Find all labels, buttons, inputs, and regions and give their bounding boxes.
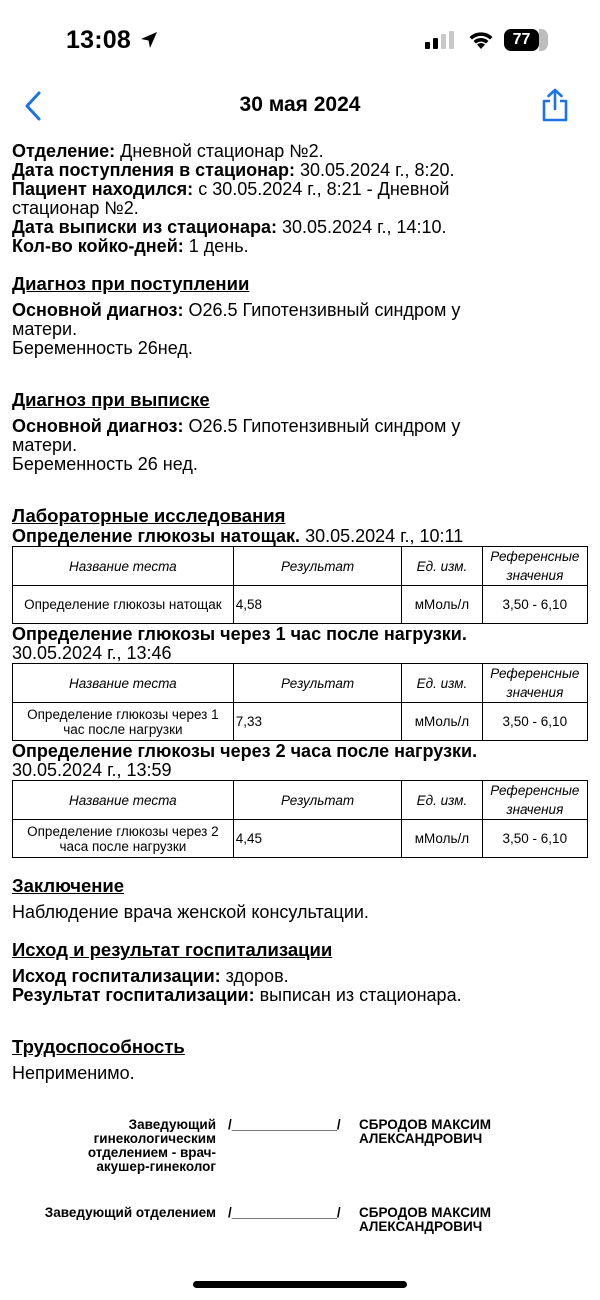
signature-2-name-line: СБРОДОВ МАКСИМ [359, 1205, 491, 1220]
cellular-signal-icon [425, 31, 457, 54]
signature-1-name-line: АЛЕКСАНДРОВИЧ [359, 1131, 483, 1146]
work-capacity-heading: Трудоспособность [12, 1036, 185, 1057]
test-reference: 3,50 - 6,10 [482, 820, 587, 858]
col-unit: Ед. изм. [402, 781, 482, 820]
col-unit: Ед. изм. [402, 664, 482, 703]
col-result: Результат [233, 547, 402, 586]
test-2-table [12, 663, 588, 741]
battery-level: 77 [512, 31, 531, 48]
home-indicator[interactable] [193, 1281, 407, 1288]
outcome-heading: Исход и результат госпитализации [12, 939, 333, 960]
outcome-label: Исход госпитализации: [12, 966, 221, 986]
discharge-label: Дата выписки из стационара: [12, 217, 277, 237]
signature-2-role: Заведующий отделением [44, 1205, 216, 1220]
test-3-title: Определение глюкозы через 2 часа после нагрузки. [12, 741, 478, 761]
table-row [13, 703, 588, 741]
admit-label: Дата поступления в стационар: [12, 160, 295, 180]
test-1-table [12, 546, 588, 624]
signature-2-line: /______________/ [228, 1205, 341, 1220]
col-test-name: Название теста [13, 664, 234, 703]
result-value: выписан из стационара. [254, 985, 462, 1005]
battery-empty-part [539, 29, 548, 51]
test-name: Определение глюкозы натощак [13, 586, 234, 624]
discharge-note: Беременность 26 нед. [12, 454, 198, 474]
bed-days-label: Кол-во койко-дней: [12, 236, 184, 256]
col-reference: Референсные значения [482, 547, 587, 586]
signature-1-role-line: гинекологическим [93, 1131, 216, 1146]
admission-main-label: Основной диагноз: [12, 300, 184, 320]
result-label: Результат госпитализации: [12, 985, 255, 1005]
test-3-datetime: 30.05.2024 г., 13:59 [12, 760, 172, 780]
test-3-table [12, 780, 588, 858]
col-result: Результат [233, 781, 402, 820]
discharge-main-value: O26.5 Гипотензивный синдром у [183, 416, 461, 436]
signature-2-name [359, 1206, 491, 1234]
test-1-datetime: 30.05.2024 г., 10:11 [300, 526, 464, 546]
col-reference: Референсные значения [482, 664, 587, 703]
discharge-main-label: Основной диагноз: [12, 416, 184, 436]
discharge-value: 30.05.2024 г., 14:10. [276, 217, 447, 237]
col-reference: Референсные значения [482, 781, 587, 820]
signature-1-role-line: Заведующий [128, 1117, 216, 1132]
test-reference: 3,50 - 6,10 [482, 703, 587, 741]
test-2-title: Определение глюкозы через 1 час после нагрузки. [12, 624, 467, 644]
test-1-title: Определение глюкозы натощак. [12, 526, 301, 546]
test-result: 4,58 [233, 586, 402, 624]
signature-1-role [40, 1118, 216, 1174]
test-2-datetime: 30.05.2024 г., 13:46 [12, 643, 172, 663]
location-arrow-icon [139, 30, 159, 55]
test-result: 4,45 [233, 820, 402, 858]
admission-diagnosis-heading: Диагноз при поступлении [12, 273, 250, 294]
stay-value-cont: стационар №2. [12, 198, 139, 218]
page-title: 30 мая 2024 [239, 93, 361, 116]
wifi-icon [467, 28, 495, 55]
conclusion-heading: Заключение [12, 875, 125, 896]
discharge-diagnosis-heading: Диагноз при выписке [12, 389, 210, 410]
test-unit: мМоль/л [402, 820, 482, 858]
col-unit: Ед. изм. [402, 547, 482, 586]
table-row [13, 820, 588, 858]
signature-1-name-line: СБРОДОВ МАКСИМ [359, 1117, 491, 1132]
stay-label: Пациент находился: [12, 179, 194, 199]
work-capacity-text: Неприменимо. [12, 1063, 135, 1083]
test-unit: мМоль/л [402, 703, 482, 741]
test-name: Определение глюкозы через 2 часа после нагрузки [13, 820, 234, 858]
table-row [13, 586, 588, 624]
discharge-main-value-cont: матери. [12, 435, 78, 455]
status-bar [0, 0, 600, 80]
admission-note: Беременность 26нед. [12, 338, 193, 358]
admit-value: 30.05.2024 г., 8:20. [295, 160, 455, 180]
nav-bar [0, 82, 600, 130]
dept-label: Отделение: [12, 141, 116, 161]
info-block [12, 142, 592, 256]
share-icon[interactable] [540, 88, 570, 127]
test-name: Определение глюкозы через 1 час после нагрузки [13, 703, 234, 741]
signature-1-role-line: акушер-гинеколог [96, 1159, 216, 1174]
admission-main-value-cont: матери. [12, 319, 78, 339]
discharge-document [12, 142, 592, 1083]
signature-1-role-line: отделением - врач- [87, 1145, 216, 1160]
stay-value: с 30.05.2024 г., 8:21 - Дневной [193, 179, 450, 199]
outcome-value: здоров. [220, 966, 289, 986]
conclusion-text: Наблюдение врача женской консультации. [12, 902, 369, 922]
test-result: 7,33 [233, 703, 402, 741]
col-test-name: Название теста [13, 547, 234, 586]
status-time: 13:08 [66, 26, 131, 54]
lab-heading: Лабораторные исследования [12, 505, 286, 526]
col-result: Результат [233, 664, 402, 703]
signature-2-name-line: АЛЕКСАНДРОВИЧ [359, 1219, 483, 1234]
signature-1-name [359, 1118, 491, 1146]
test-unit: мМоль/л [402, 586, 482, 624]
dept-value: Дневной стационар №2. [115, 141, 324, 161]
signature-1-line: /______________/ [228, 1117, 341, 1132]
test-reference: 3,50 - 6,10 [482, 586, 587, 624]
bed-days-value: 1 день. [183, 236, 249, 256]
col-test-name: Название теста [13, 781, 234, 820]
admission-main-value: O26.5 Гипотензивный синдром у [183, 300, 461, 320]
